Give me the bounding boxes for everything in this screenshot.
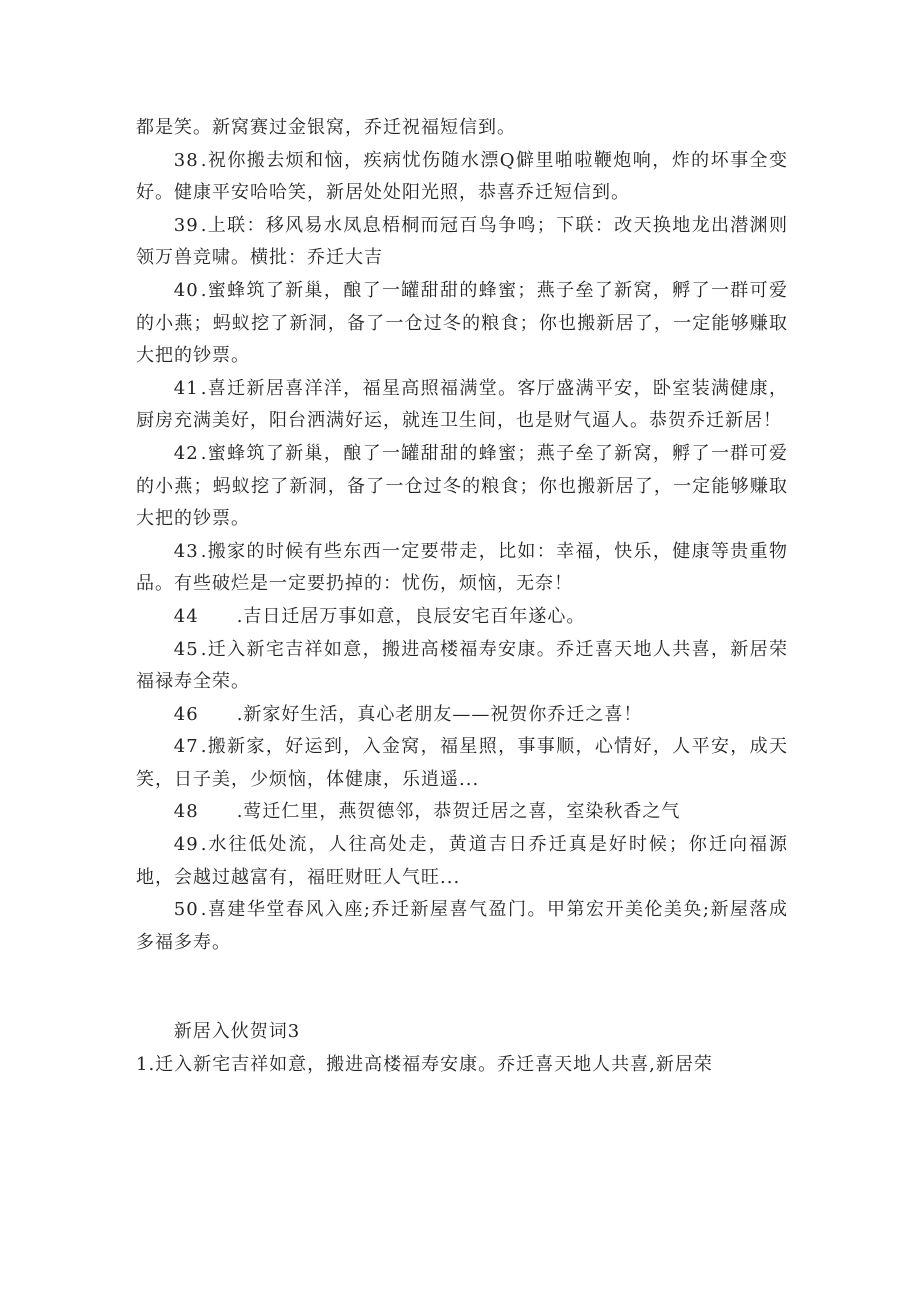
item-number: 46 bbox=[173, 703, 199, 725]
item-text: .上联：移风易水凤息梧桐而冠百鸟争鸣；下联：改天换地龙出潜渊则领万兽竞啸。横批：乔迁大吉 bbox=[136, 214, 788, 269]
item-number: 39 bbox=[173, 214, 199, 236]
document-body bbox=[136, 112, 788, 1082]
item-text: .搬家的时候有些东西一定要带走，比如：幸福，快乐，健康等贵重物品。有些破烂是一定要扔掉的：忧伤，烦恼，无奈！ bbox=[136, 540, 788, 595]
list-item bbox=[136, 699, 788, 732]
item-number: 38 bbox=[173, 149, 199, 171]
item-number: 40 bbox=[173, 279, 199, 301]
item-text: .迁入新宅吉祥如意，搬进高楼福寿安康。乔迁喜天地人共喜，新居荣福禄寿全荣。 bbox=[136, 638, 788, 693]
item-text: .吉日迁居万事如意，良辰安宅百年遂心。 bbox=[236, 605, 586, 627]
item-number: 42 bbox=[173, 442, 199, 464]
list-item bbox=[136, 373, 788, 438]
list-item bbox=[136, 275, 788, 373]
list-item bbox=[136, 634, 788, 699]
item-number: 48 bbox=[173, 801, 199, 823]
item-text: .新家好生活，真心老朋友——祝贺你乔迁之喜！ bbox=[236, 703, 643, 725]
list-item bbox=[136, 796, 788, 829]
lead-paragraph: 都是笑。新窝赛过金银窝，乔迁祝福短信到。 bbox=[136, 117, 516, 138]
list-item bbox=[136, 145, 788, 210]
list-item bbox=[136, 601, 788, 634]
item-text: .水往低处流，人往高处走，黄道吉日乔迁真是好时候；你迁向福源地，会越过越富有，福旺财旺人气旺... bbox=[136, 834, 788, 888]
list-item bbox=[136, 894, 788, 959]
item-text: .莺迁仁里，燕贺德邻，恭贺迁居之喜，室染秋香之气 bbox=[236, 801, 681, 823]
item-number: 50 bbox=[173, 899, 199, 921]
item-number: 41 bbox=[173, 377, 199, 399]
list-item bbox=[136, 536, 788, 601]
item-text: .搬新家，好运到，入金窝，福星照，事事顺，心情好，人平安，成天笑，日子美，少烦恼，体健康，乐逍遥... bbox=[136, 736, 788, 790]
item-number: 44 bbox=[173, 605, 199, 627]
section-first-line: 1.迁入新宅吉祥如意，搬进高楼福寿安康。乔迁喜天地人共喜,新居荣 bbox=[136, 1054, 713, 1076]
item-number: 43 bbox=[173, 540, 199, 562]
item-number: 49 bbox=[173, 834, 199, 856]
list-item bbox=[136, 829, 788, 894]
list-item bbox=[136, 731, 788, 796]
list-item bbox=[136, 210, 788, 275]
item-text: .蜜蜂筑了新巢，酿了一罐甜甜的蜂蜜；燕子垒了新窝，孵了一群可爱的小燕；蚂蚁挖了新洞，备了一仓过冬的粮食；你也搬新居了，一定能够赚取大把的钞票。 bbox=[136, 279, 788, 367]
item-number: 45 bbox=[173, 638, 199, 660]
item-text: .祝你搬去烦和恼，疾病忧伤随水漂Q僻里啪啦鞭炮响，炸的坏事全变好。健康平安哈哈笑，新居处处阳光照，恭喜乔迁短信到。 bbox=[136, 149, 788, 204]
item-number: 47 bbox=[173, 736, 199, 758]
item-text: .喜迁新居喜洋洋，福星高照福满堂。客厅盛满平安，卧室装满健康，厨房充满美好，阳台洒满好运，就连卫生间，也是财气逼人。恭贺乔迁新居！ bbox=[136, 377, 788, 432]
item-text: .喜建华堂春风入座;乔迁新屋喜气盈门。甲第宏开美伦美奂;新屋落成多福多寿。 bbox=[136, 899, 788, 953]
list-item bbox=[136, 438, 788, 536]
item-text: .蜜蜂筑了新巢，酿了一罐甜甜的蜂蜜；燕子垒了新窝，孵了一群可爱的小燕；蚂蚁挖了新洞，备了一仓过冬的粮食；你也搬新居了，一定能够赚取大把的钞票。 bbox=[136, 442, 788, 530]
section-heading: 新居入伙贺词3 bbox=[173, 1021, 301, 1043]
